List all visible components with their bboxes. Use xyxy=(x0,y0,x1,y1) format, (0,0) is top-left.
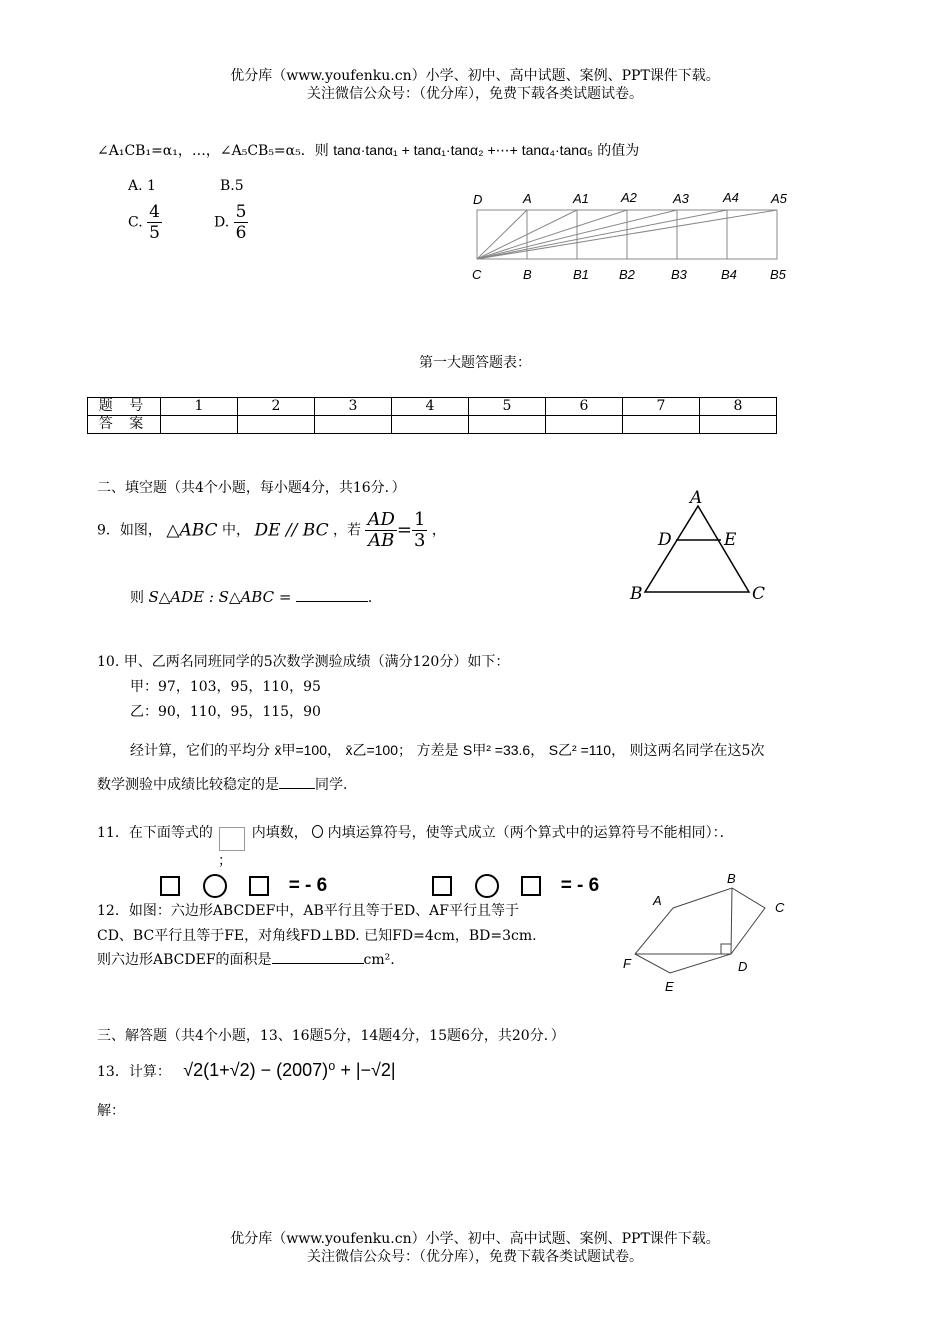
answer-cell[interactable] xyxy=(161,416,238,434)
answer-cell[interactable] xyxy=(623,416,700,434)
q9-question: 则 S△ADE : S△ABC = ． xyxy=(130,588,382,606)
q8-label-top: A4 xyxy=(723,190,739,205)
answer-table-row-numbers xyxy=(88,398,777,416)
q8-option-c: C. $\frac{4}{5}$ xyxy=(128,202,160,243)
q11-equals: = - 6 xyxy=(288,875,328,896)
q9-label: A xyxy=(690,488,703,508)
q8-option-d: D. $\frac{5}{6}$ xyxy=(214,202,247,243)
q9-label: D xyxy=(658,530,672,550)
q8-option-c-fraction: $\frac{4}{5}$ xyxy=(149,202,160,243)
q13-expression: √2(1+√2) − (2007)⁰ + |−√2| xyxy=(183,1060,396,1080)
q8-label-top: D xyxy=(473,192,483,207)
q12-figure xyxy=(615,866,795,998)
q9-label: B xyxy=(630,584,643,604)
q11-equation-1 xyxy=(160,874,327,898)
section3-title: 三、解答题（共4个小题，13、16题5分，14题4分，15题6分，共20分．） xyxy=(97,1028,565,1044)
q8-label-bottom: B5 xyxy=(770,267,786,282)
q11-operator-circle[interactable] xyxy=(475,874,499,898)
q8-expression: tanα·tanα₁ + tanα₁·tanα₂ +⋯+ tanα₄·tanα₅ xyxy=(333,142,593,158)
header-line-2: 关注微信公众号：（优分库），免费下载各类试题试卷。 xyxy=(307,86,643,102)
q10-line1: 10. 甲、乙两名同班同学的5次数学测验成绩（满分120分）如下： xyxy=(97,654,510,670)
q9-ratio-fraction: $\frac{AD}{AB}$ xyxy=(367,509,395,551)
answer-table-number: 3 xyxy=(315,398,392,416)
q12-right-angle-mark xyxy=(721,944,731,954)
q10-variance-yi: S乙² =110， xyxy=(548,742,626,758)
q12-label: F xyxy=(623,956,631,971)
q9-label: E xyxy=(724,530,737,550)
q8-label-top: A5 xyxy=(771,191,787,206)
q11-operator-circle[interactable] xyxy=(203,874,227,898)
q11-equals: = - 6 xyxy=(560,875,600,896)
q10-line4: 经计算，它们的平均分 x̄甲=100， x̄乙=100； 方差是 S甲² =33.6， S乙² =110， 则这两名同学在这5次 xyxy=(130,742,765,759)
q11-equation-2 xyxy=(432,874,599,898)
q8-stem xyxy=(97,140,639,160)
q8-label-bottom: B xyxy=(523,267,532,282)
q8-label-bottom: C xyxy=(472,267,482,282)
answer-table-number: 2 xyxy=(238,398,315,416)
q10-mean-yi: x̄乙=100； xyxy=(345,742,412,758)
q12-label: C xyxy=(775,900,785,915)
answer-cell[interactable] xyxy=(238,416,315,434)
q12-label: D xyxy=(738,959,748,974)
q11-number-box[interactable] xyxy=(432,876,452,896)
answer-table xyxy=(87,397,777,434)
q8-option-a: A. 1 xyxy=(128,178,156,194)
q13-stem: 13．计算： √2(1+√2) − (2007)⁰ + |−√2| xyxy=(97,1060,396,1080)
q12-label: B xyxy=(727,871,736,886)
q11-circle-symbol xyxy=(312,825,323,838)
q8-label-bottom: B1 xyxy=(573,267,589,282)
q8-label-bottom: B4 xyxy=(721,267,737,282)
q11-number-box[interactable] xyxy=(160,876,180,896)
q9-parallel: DE // BC xyxy=(254,520,329,541)
q9-label: C xyxy=(752,584,766,604)
answer-table-number: 7 xyxy=(623,398,700,416)
q8-label-top: A2 xyxy=(621,190,637,205)
q9-figure xyxy=(625,486,775,606)
q8-option-d-fraction: $\frac{5}{6}$ xyxy=(235,202,247,243)
answer-table-number: 1 xyxy=(161,398,238,416)
answer-table-row-answers xyxy=(88,416,777,434)
header-line-1: 优分库（www.youfenku.cn）小学、初中、高中试题、案例、PPT课件下载。 xyxy=(230,68,720,84)
q10-variance-jia: S甲² =33.6， xyxy=(462,742,545,758)
answer-cell[interactable] xyxy=(469,416,546,434)
q12-label: E xyxy=(665,979,674,994)
q11-stem: 11．在下面等式的 内填数， 内填运算符号，使等式成立（两个算式中的运算符号不能相同）：． xyxy=(97,822,734,851)
footer-line-2: 关注微信公众号：（优分库），免费下载各类试题试卷。 xyxy=(307,1249,643,1265)
q9-area-ratio: S△ADE : S△ABC = xyxy=(148,588,292,606)
answer-table-number: 6 xyxy=(546,398,623,416)
answer-table-label: 答 案 xyxy=(88,416,161,434)
section2-title: 二、填空题（共4个小题，每小题4分，共16分．） xyxy=(97,480,406,496)
q9-triangle: △ABC xyxy=(166,520,218,541)
answer-cell[interactable] xyxy=(700,416,777,434)
q12-line1: 12．如图：六边形ABCDEF中，AB平行且等于ED、AF平行且等于 xyxy=(97,903,520,919)
q8-label-bottom: B3 xyxy=(671,267,687,282)
answer-table-title: 第一大题答题表： xyxy=(419,355,531,371)
answer-table-number: 5 xyxy=(469,398,546,416)
q9-answer-blank[interactable] xyxy=(296,601,368,602)
answer-cell[interactable] xyxy=(315,416,392,434)
answer-cell[interactable] xyxy=(392,416,469,434)
answer-table-number: 4 xyxy=(392,398,469,416)
q8-label-top: A3 xyxy=(673,191,689,206)
q11-semicolon: ； xyxy=(218,853,232,869)
answer-table-number: 8 xyxy=(700,398,777,416)
q10-scores-yi: 乙：90，110，95，115，90 xyxy=(130,704,321,720)
q12-diagonal-bd xyxy=(731,888,732,954)
q12-line3: 则六边形ABCDEF的面积是 cm². xyxy=(97,952,395,968)
q10-mean-jia: x̄甲=100， xyxy=(274,742,341,758)
q12-answer-blank[interactable] xyxy=(272,963,364,964)
q8-suffix: 的值为 xyxy=(597,143,640,159)
q8-figure-segment xyxy=(477,210,727,259)
q10-scores-jia: 甲：97，103，95，110，95 xyxy=(130,679,321,695)
q12-label: A xyxy=(653,893,662,908)
q11-number-box[interactable] xyxy=(249,876,269,896)
answer-table-label: 题 号 xyxy=(88,398,161,416)
q10-answer-blank[interactable] xyxy=(279,788,315,789)
answer-cell[interactable] xyxy=(546,416,623,434)
solution-label: 解： xyxy=(97,1103,125,1119)
q9-value-fraction: $\frac{1}{3}$ xyxy=(414,509,426,551)
q11-number-box[interactable] xyxy=(521,876,541,896)
q8-label-top: A xyxy=(523,191,532,206)
q12-line2: CD、BC平行且等于FE，对角线FD⊥BD. 已知FD=4cm，BD=3cm. xyxy=(97,928,537,944)
q11-square-symbol xyxy=(219,827,245,851)
q8-option-b: B.5 xyxy=(220,178,244,194)
q8-prefix: ∠A₁CB₁=α₁，…，∠A₅CB₅=α₅．则 xyxy=(97,143,329,159)
q8-label-bottom: B2 xyxy=(619,267,635,282)
q8-label-top: A1 xyxy=(573,191,589,206)
q8-figure xyxy=(465,186,805,291)
q10-line5: 数学测验中成绩比较稳定的是 同学. xyxy=(97,777,348,793)
footer-line-1: 优分库（www.youfenku.cn）小学、初中、高中试题、案例、PPT课件下载。 xyxy=(230,1231,720,1247)
q9-stem: 9．如图， △ABC 中， DE // BC ，若 $\frac{AD}{AB}$ = $\frac{1}{3}$ ， xyxy=(97,509,446,551)
